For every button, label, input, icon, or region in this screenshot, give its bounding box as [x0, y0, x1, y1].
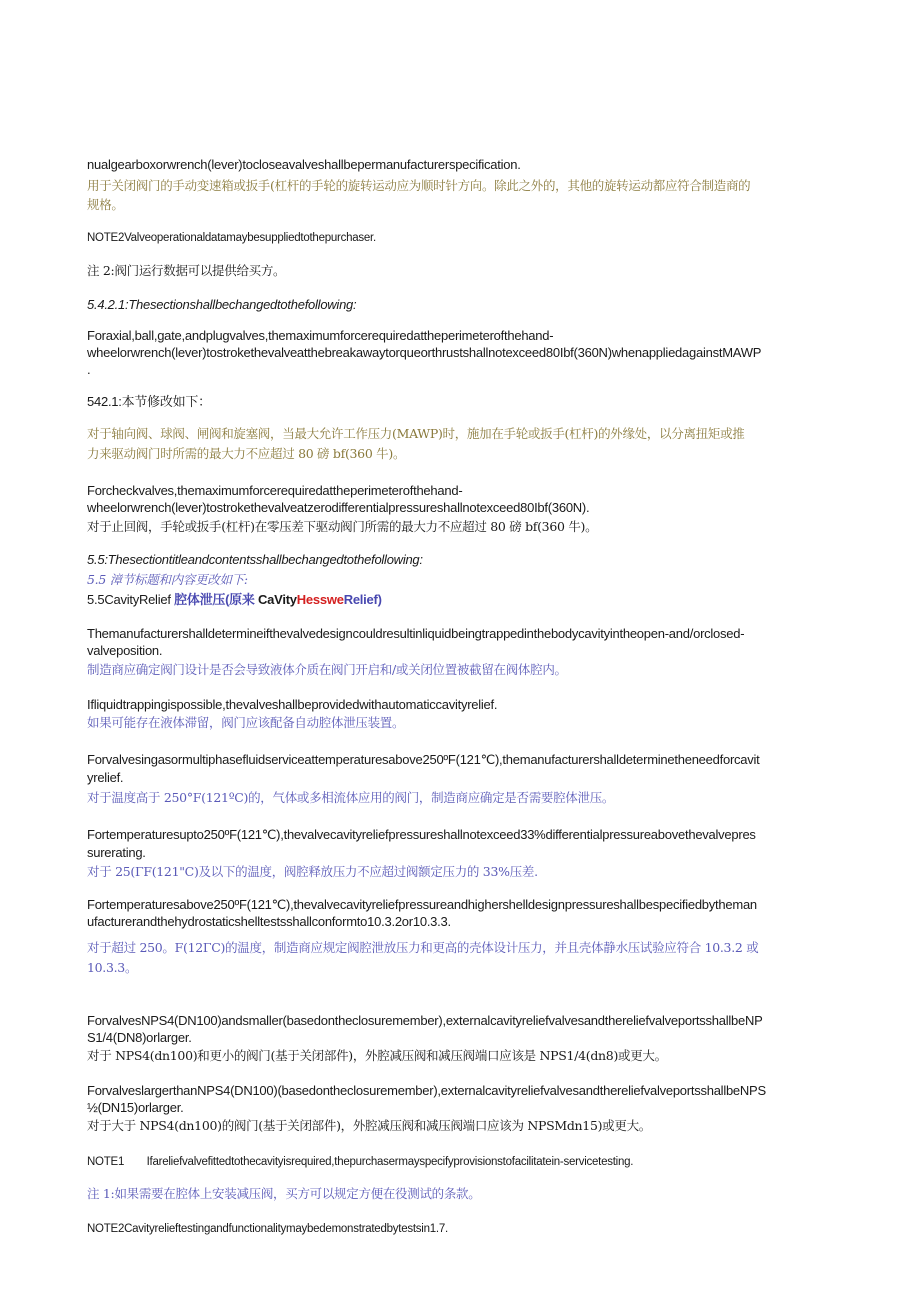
text-line: Ifliquidtrappingispossible,thevalveshallbeprovidedwithautomaticcavityrelief.: [87, 697, 498, 712]
text-line: wheelorwrench(lever)tostrokethevalveatthebreakawaytorqueorthrustshallnotexceed80Ibf(360N)whenappliedagainstMAWP: [87, 345, 762, 360]
section-title-word: Relief): [343, 592, 382, 607]
section-title-zh: 腔体泄压(原来: [174, 592, 255, 607]
section-title-en: 5.5CavityRelief: [87, 592, 171, 607]
text-line: Foraxial,ball,gate,andplugvalves,themaximumforcerequiredattheperimeterofthehand-: [87, 328, 554, 343]
text-line-zh: 对于大于 NPS4(dn100)的阀门(基于关闭部件)，外腔减压阀和减压阀端口应该为 NPSMdn15)或更大。: [87, 1118, 651, 1133]
text-line: valveposition.: [87, 643, 163, 658]
text-line-zh: 对于 NPS4(dn100)和更小的阀门(基于关闭部件)，外腔减压阀和减压阀端口应该是 NPS1/4(dn8)或更大。: [87, 1048, 667, 1063]
text-line: Fortemperaturesabove250ºF(121℃),thevalvecavityreliefpressureandhighershelldesignpressureshallbespecifiedbytheman: [87, 897, 757, 912]
text-line-zh: 10.3.3。: [87, 960, 138, 975]
note-line-zh: 注 2:阀门运行数据可以提供给买方。: [87, 263, 286, 278]
text-line: yrelief.: [87, 770, 124, 785]
text-line: ForvalvesNPS4(DN100)andsmaller(basedontheclosuremember),externalcavityreliefvalvesandthereliefvalveportsshallbeNP: [87, 1013, 763, 1028]
text-line: Themanufacturershalldetermineifthevalvedesigncouldresultinliquidbeingtrappedinthebodycavityintheopen-and/orclosed-: [87, 626, 745, 641]
text-line-zh: 对于超过 250。F(12ΓC)的温度，制造商应规定阀腔泄放压力和更高的壳体设计压力，并且壳体静水压试验应符合 10.3.2 或: [87, 940, 759, 955]
section-heading: 5.4.2.1:Thesectionshallbechangedtothefollowing:: [87, 297, 357, 312]
text-line-zh: 力来驱动阀门时所需的最大力不应超过 80 磅 bf(360 牛)。: [87, 446, 406, 461]
text-line: ½(DN15)orlarger.: [87, 1100, 184, 1115]
text-line-zh: 对于 25(ΓF(121"C)及以下的温度，阀腔释放压力不应超过阀额定压力的 33%压差.: [87, 864, 538, 879]
note-line: NOTE2Cavityrelieftestingandfunctionalitymaybedemonstratedbytestsin1.7.: [87, 1223, 448, 1235]
text-line: wheelorwrench(lever)tostrokethevalveatzerodifferentialpressureshallnotexceed80Ibf(360N).: [87, 500, 590, 515]
section-title: [87, 589, 382, 608]
note-line: NOTE1 Ifareliefvalvefittedtothecavityisrequired,thepurchasermayspecifyprovisionstofacilitatein-servicetesting.: [87, 1156, 634, 1168]
text-line: surerating.: [87, 845, 146, 860]
section-number: 542.1:本节修改如下：: [87, 394, 211, 409]
note-line: NOTE2Valveoperationaldatamaybesuppliedtothepurchaser.: [87, 232, 376, 244]
text-line: nualgearboxorwrench(lever)tocloseavalveshallbepermanufacturerspecification.: [87, 157, 521, 172]
text-line: .: [87, 362, 91, 377]
text-line: Fortemperaturesupto250ºF(121℃),thevalvecavityreliefpressureshallnotexceed33%differentialpressureabovethevalvepres: [87, 827, 756, 842]
text-line-zh: 制造商应确定阀门设计是否会导致液体介质在阀门开启和/或关闭位置被截留在阀体腔内。: [87, 662, 567, 677]
text-line-zh: 对于轴向阀、球阀、闸阀和旋塞阀，当最大允许工作压力(MAWP)时，施加在手轮或扳手(杠杆)的外缘处，以分离扭矩或推: [87, 426, 745, 441]
text-line-zh: 规格。: [87, 197, 124, 212]
text-line-zh: 用于关闭阀门的手动变速箱或扳手(杠杆的手轮的旋转运动应为顺时针方向。除此之外的，其他的旋转运动都应符合制造商的: [87, 178, 751, 193]
text-line: Forvalvesingasormultiphasefluidserviceattemperaturesabove250ºF(121℃),themanufacturershalldeterminetheneedforcavit: [87, 752, 760, 767]
text-line-zh: 对于温度高于 250°F(121ºC)的，气体或多相流体应用的阀门，制造商应确定是否需要腔体泄压。: [87, 790, 615, 805]
text-line-zh: 对于止回阀，手轮或扳手(杠杆)在零压差下驱动阀门所需的最大力不应超过 80 磅 bf(360 牛)。: [87, 519, 598, 534]
section-title-word: CaVity: [258, 592, 297, 607]
section-title-word-red: Hesswe: [296, 592, 344, 607]
text-line: ForvalveslargerthanNPS4(DN100)(basedontheclosuremember),externalcavityreliefvalvesandthereliefvalveportsshallbeNPS: [87, 1083, 766, 1098]
section-heading-zh: 5.5 漳节标题和内容更改如下:: [87, 572, 248, 587]
text-line: Forcheckvalves,themaximumforcerequiredattheperimeterofthehand-: [87, 483, 463, 498]
text-line: S1/4(DN8)orlarger.: [87, 1030, 192, 1045]
text-line: ufacturerandthehydrostaticshelltestsshallconformto10.3.2or10.3.3.: [87, 914, 451, 929]
section-heading: 5.5:Thesectiontitleandcontentsshallbechangedtothefollowing:: [87, 552, 423, 567]
text-line-zh: 如果可能存在液体滞留，阀门应该配备自动腔体泄压装置。: [87, 715, 405, 730]
note-line-zh: 注 1:如果需要在腔体上安装减压阀，买方可以规定方便在役测试的条款。: [87, 1186, 481, 1201]
section-heading-zh: [87, 391, 211, 410]
